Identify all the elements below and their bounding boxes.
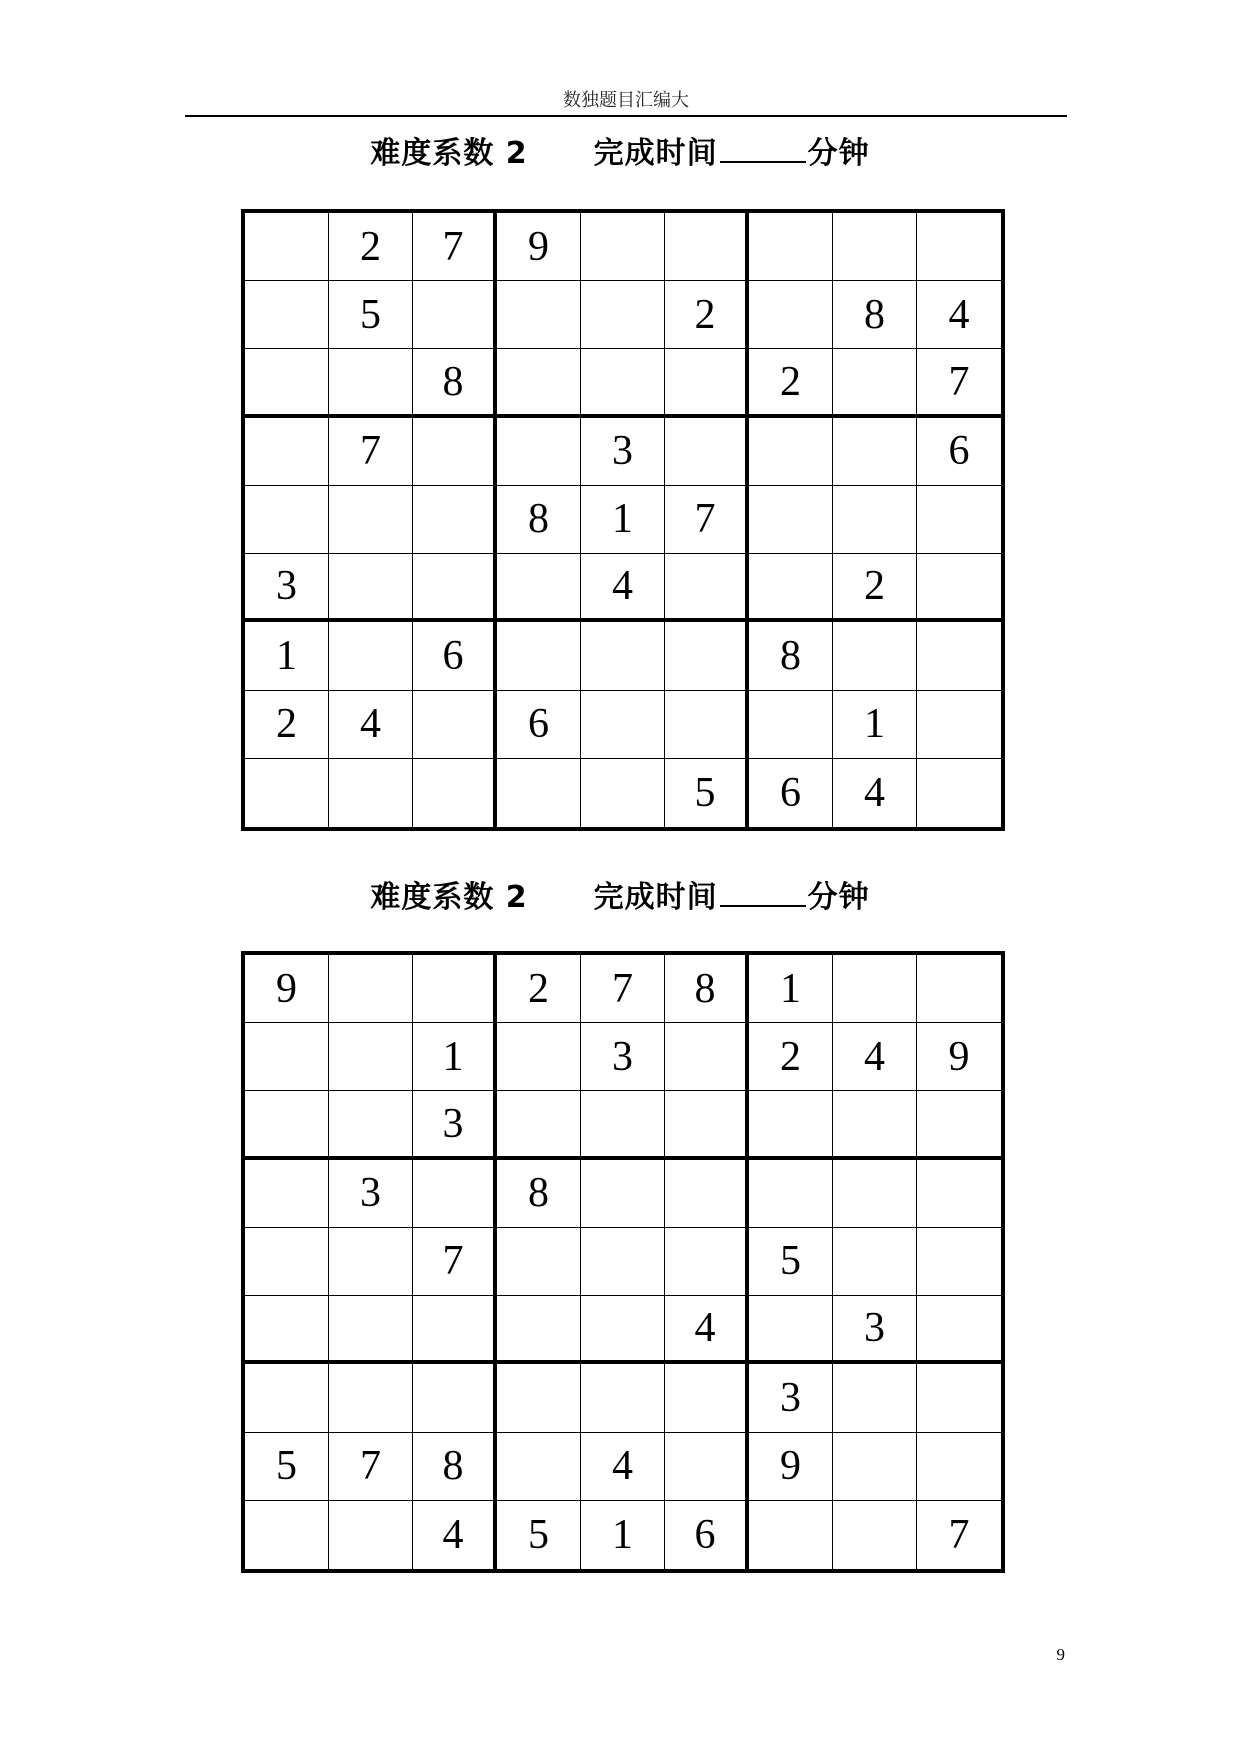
sudoku-cell[interactable] bbox=[245, 1501, 329, 1569]
puzzle-1-time-label: 完成时间 bbox=[593, 136, 718, 171]
sudoku-cell[interactable] bbox=[749, 554, 833, 622]
sudoku-cell[interactable] bbox=[665, 1228, 749, 1296]
sudoku-cell: 3 bbox=[245, 554, 329, 622]
sudoku-cell[interactable] bbox=[917, 1228, 1001, 1296]
sudoku-cell: 7 bbox=[329, 1433, 413, 1501]
sudoku-cell: 1 bbox=[581, 486, 665, 554]
sudoku-cell[interactable] bbox=[833, 1160, 917, 1228]
sudoku-cell: 7 bbox=[917, 349, 1001, 417]
sudoku-cell[interactable] bbox=[749, 1296, 833, 1364]
sudoku-cell[interactable] bbox=[245, 213, 329, 281]
sudoku-cell: 7 bbox=[581, 955, 665, 1023]
sudoku-cell[interactable] bbox=[497, 554, 581, 622]
sudoku-cell[interactable] bbox=[665, 1160, 749, 1228]
sudoku-cell[interactable] bbox=[917, 691, 1001, 759]
sudoku-cell[interactable] bbox=[497, 1296, 581, 1364]
sudoku-cell[interactable] bbox=[917, 1364, 1001, 1432]
sudoku-cell[interactable] bbox=[833, 213, 917, 281]
sudoku-cell[interactable] bbox=[581, 1364, 665, 1432]
sudoku-cell[interactable] bbox=[497, 759, 581, 827]
sudoku-cell[interactable] bbox=[329, 1228, 413, 1296]
sudoku-cell: 5 bbox=[245, 1433, 329, 1501]
sudoku-cell[interactable] bbox=[665, 554, 749, 622]
sudoku-cell[interactable] bbox=[833, 1364, 917, 1432]
sudoku-cell[interactable] bbox=[665, 213, 749, 281]
sudoku-cell[interactable] bbox=[245, 486, 329, 554]
sudoku-cell[interactable] bbox=[245, 1296, 329, 1364]
sudoku-cell[interactable] bbox=[665, 1433, 749, 1501]
sudoku-cell[interactable] bbox=[581, 691, 665, 759]
sudoku-cell: 1 bbox=[245, 622, 329, 690]
sudoku-cell: 1 bbox=[413, 1023, 497, 1091]
sudoku-cell: 6 bbox=[497, 691, 581, 759]
sudoku-cell[interactable] bbox=[749, 1501, 833, 1569]
sudoku-cell[interactable] bbox=[581, 281, 665, 349]
sudoku-cell[interactable] bbox=[749, 486, 833, 554]
sudoku-cell: 4 bbox=[665, 1296, 749, 1364]
sudoku-cell: 1 bbox=[749, 955, 833, 1023]
sudoku-cell: 7 bbox=[665, 486, 749, 554]
sudoku-cell[interactable] bbox=[329, 1296, 413, 1364]
sudoku-cell[interactable] bbox=[749, 281, 833, 349]
sudoku-cell[interactable] bbox=[329, 1091, 413, 1159]
puzzle-1-time-unit: 分钟 bbox=[807, 136, 870, 171]
sudoku-cell: 2 bbox=[497, 955, 581, 1023]
sudoku-cell: 6 bbox=[749, 759, 833, 827]
sudoku-cell[interactable] bbox=[917, 955, 1001, 1023]
sudoku-cell[interactable] bbox=[917, 554, 1001, 622]
sudoku-cell: 6 bbox=[917, 418, 1001, 486]
sudoku-cell[interactable] bbox=[581, 759, 665, 827]
sudoku-cell[interactable] bbox=[665, 1091, 749, 1159]
sudoku-cell: 4 bbox=[917, 281, 1001, 349]
sudoku-cell[interactable] bbox=[245, 281, 329, 349]
sudoku-cell[interactable] bbox=[665, 1364, 749, 1432]
sudoku-cell[interactable] bbox=[329, 486, 413, 554]
sudoku-cell[interactable] bbox=[329, 349, 413, 417]
sudoku-cell: 5 bbox=[749, 1228, 833, 1296]
sudoku-cell: 7 bbox=[413, 213, 497, 281]
sudoku-cell[interactable] bbox=[413, 1296, 497, 1364]
sudoku-cell: 4 bbox=[833, 1023, 917, 1091]
sudoku-cell[interactable] bbox=[581, 1160, 665, 1228]
puzzle-1-time-blank[interactable] bbox=[720, 131, 806, 163]
sudoku-cell: 3 bbox=[581, 1023, 665, 1091]
sudoku-cell[interactable] bbox=[413, 281, 497, 349]
sudoku-cell[interactable] bbox=[833, 1091, 917, 1159]
sudoku-cell[interactable] bbox=[497, 281, 581, 349]
sudoku-cell: 1 bbox=[833, 691, 917, 759]
sudoku-cell[interactable] bbox=[245, 1023, 329, 1091]
sudoku-cell[interactable] bbox=[581, 1091, 665, 1159]
sudoku-cell[interactable] bbox=[329, 1364, 413, 1432]
sudoku-cell[interactable] bbox=[581, 1228, 665, 1296]
sudoku-cell[interactable] bbox=[245, 349, 329, 417]
sudoku-cell[interactable] bbox=[749, 1160, 833, 1228]
sudoku-cell[interactable] bbox=[413, 759, 497, 827]
sudoku-grid-1 bbox=[241, 209, 1005, 831]
sudoku-cell: 2 bbox=[665, 281, 749, 349]
sudoku-cell[interactable] bbox=[833, 486, 917, 554]
sudoku-cell[interactable] bbox=[329, 1023, 413, 1091]
sudoku-cell[interactable] bbox=[497, 1023, 581, 1091]
sudoku-cell: 8 bbox=[665, 955, 749, 1023]
sudoku-cell[interactable] bbox=[329, 759, 413, 827]
sudoku-cell[interactable] bbox=[329, 622, 413, 690]
sudoku-cell: 8 bbox=[749, 622, 833, 690]
sudoku-cell[interactable] bbox=[245, 1364, 329, 1432]
sudoku-cell: 1 bbox=[581, 1501, 665, 1569]
sudoku-cell[interactable] bbox=[245, 1091, 329, 1159]
sudoku-cell: 7 bbox=[948, 1511, 970, 1558]
sudoku-cell[interactable] bbox=[917, 1296, 1001, 1364]
sudoku-cell[interactable] bbox=[581, 349, 665, 417]
sudoku-cell: 3 bbox=[413, 1091, 497, 1159]
sudoku-cell[interactable] bbox=[245, 1228, 329, 1296]
sudoku-cell[interactable] bbox=[833, 622, 917, 690]
sudoku-cell[interactable] bbox=[917, 486, 1001, 554]
sudoku-cell[interactable] bbox=[245, 418, 329, 486]
sudoku-cell[interactable] bbox=[581, 1296, 665, 1364]
sudoku-cell[interactable] bbox=[497, 1433, 581, 1501]
sudoku-cell: 4 bbox=[833, 759, 917, 827]
sudoku-cell[interactable] bbox=[749, 418, 833, 486]
puzzle-2-difficulty: 难度系数 2 bbox=[370, 880, 528, 915]
sudoku-cell[interactable] bbox=[917, 622, 1001, 690]
sudoku-cell: 3 bbox=[581, 418, 665, 486]
sudoku-cell[interactable] bbox=[497, 349, 581, 417]
puzzle-2-time-label: 完成时间 bbox=[593, 880, 718, 915]
sudoku-cell[interactable] bbox=[245, 1160, 329, 1228]
sudoku-cell[interactable] bbox=[833, 418, 917, 486]
sudoku-cell[interactable] bbox=[665, 691, 749, 759]
sudoku-cell: 7 bbox=[329, 418, 413, 486]
sudoku-cell: 9 bbox=[917, 1023, 1001, 1091]
sudoku-cell: 4 bbox=[581, 554, 665, 622]
sudoku-cell: 8 bbox=[497, 486, 581, 554]
sudoku-cell[interactable] bbox=[497, 1091, 581, 1159]
sudoku-cell: 3 bbox=[749, 1364, 833, 1432]
puzzle-1-title bbox=[200, 128, 1040, 172]
sudoku-cell[interactable] bbox=[329, 955, 413, 1023]
sudoku-cell[interactable] bbox=[413, 955, 497, 1023]
sudoku-cell[interactable] bbox=[413, 554, 497, 622]
sudoku-cell[interactable] bbox=[581, 622, 665, 690]
sudoku-cell[interactable] bbox=[833, 349, 917, 417]
sudoku-cell: 5 bbox=[497, 1501, 581, 1569]
sudoku-cell[interactable] bbox=[413, 1364, 497, 1432]
sudoku-cell[interactable] bbox=[833, 1501, 917, 1569]
sudoku-cell[interactable] bbox=[413, 486, 497, 554]
sudoku-cell: 4 bbox=[413, 1501, 497, 1569]
sudoku-cell[interactable] bbox=[329, 554, 413, 622]
sudoku-cell[interactable] bbox=[497, 418, 581, 486]
sudoku-cell: 5 bbox=[665, 759, 749, 827]
sudoku-cell[interactable] bbox=[833, 1228, 917, 1296]
sudoku-cell: 8 bbox=[413, 349, 497, 417]
page-number: 9 bbox=[1056, 1645, 1065, 1664]
sudoku-cell[interactable] bbox=[497, 622, 581, 690]
sudoku-cell: 6 bbox=[665, 1501, 749, 1569]
sudoku-cell[interactable] bbox=[413, 418, 497, 486]
sudoku-cell: 6 bbox=[413, 622, 497, 690]
sudoku-cell: 4 bbox=[581, 1433, 665, 1501]
sudoku-cell[interactable] bbox=[497, 1364, 581, 1432]
sudoku-cell[interactable] bbox=[665, 622, 749, 690]
sudoku-cell[interactable] bbox=[917, 1160, 1001, 1228]
sudoku-cell: 3 bbox=[833, 1296, 917, 1364]
puzzle-1-difficulty: 难度系数 2 bbox=[370, 136, 528, 171]
sudoku-cell[interactable] bbox=[749, 1091, 833, 1159]
sudoku-cell[interactable] bbox=[665, 418, 749, 486]
header-rule bbox=[185, 115, 1067, 117]
sudoku-cell: 7 bbox=[413, 1228, 497, 1296]
sudoku-cell[interactable] bbox=[581, 213, 665, 281]
sudoku-cell: 2 bbox=[749, 1023, 833, 1091]
sudoku-cell: 5 bbox=[329, 281, 413, 349]
sudoku-cell[interactable] bbox=[665, 1023, 749, 1091]
sudoku-cell: 4 bbox=[329, 691, 413, 759]
sudoku-cell[interactable] bbox=[917, 1433, 1001, 1501]
sudoku-cell[interactable] bbox=[749, 213, 833, 281]
sudoku-cell[interactable] bbox=[917, 1091, 1001, 1159]
puzzle-2-time-unit: 分钟 bbox=[807, 880, 870, 915]
sudoku-cell[interactable] bbox=[833, 1433, 917, 1501]
sudoku-cell: 2 bbox=[245, 691, 329, 759]
sudoku-cell[interactable] bbox=[329, 1501, 413, 1569]
sudoku-cell[interactable] bbox=[917, 759, 1001, 827]
puzzle-2-time-blank[interactable] bbox=[720, 875, 806, 907]
sudoku-cell[interactable] bbox=[413, 691, 497, 759]
sudoku-cell: 2 bbox=[833, 554, 917, 622]
sudoku-cell: 9 bbox=[749, 1433, 833, 1501]
sudoku-cell[interactable] bbox=[917, 213, 1001, 281]
running-header: 数独题目汇编大 bbox=[563, 90, 689, 111]
sudoku-cell[interactable] bbox=[497, 1228, 581, 1296]
sudoku-cell: 9 bbox=[497, 213, 581, 281]
puzzle-2-title bbox=[200, 872, 1040, 916]
sudoku-cell[interactable] bbox=[665, 349, 749, 417]
sudoku-cell: 2 bbox=[749, 349, 833, 417]
sudoku-cell[interactable] bbox=[833, 955, 917, 1023]
sudoku-grid-2 bbox=[241, 951, 1005, 1573]
sudoku-cell: 8 bbox=[833, 281, 917, 349]
sudoku-cell: 2 bbox=[329, 213, 413, 281]
sudoku-cell: 3 bbox=[329, 1160, 413, 1228]
sudoku-cell[interactable] bbox=[749, 691, 833, 759]
sudoku-cell[interactable] bbox=[413, 1160, 497, 1228]
sudoku-cell: 8 bbox=[497, 1160, 581, 1228]
sudoku-cell: 9 bbox=[245, 955, 329, 1023]
sudoku-cell[interactable] bbox=[245, 759, 329, 827]
sudoku-cell: 8 bbox=[413, 1433, 497, 1501]
